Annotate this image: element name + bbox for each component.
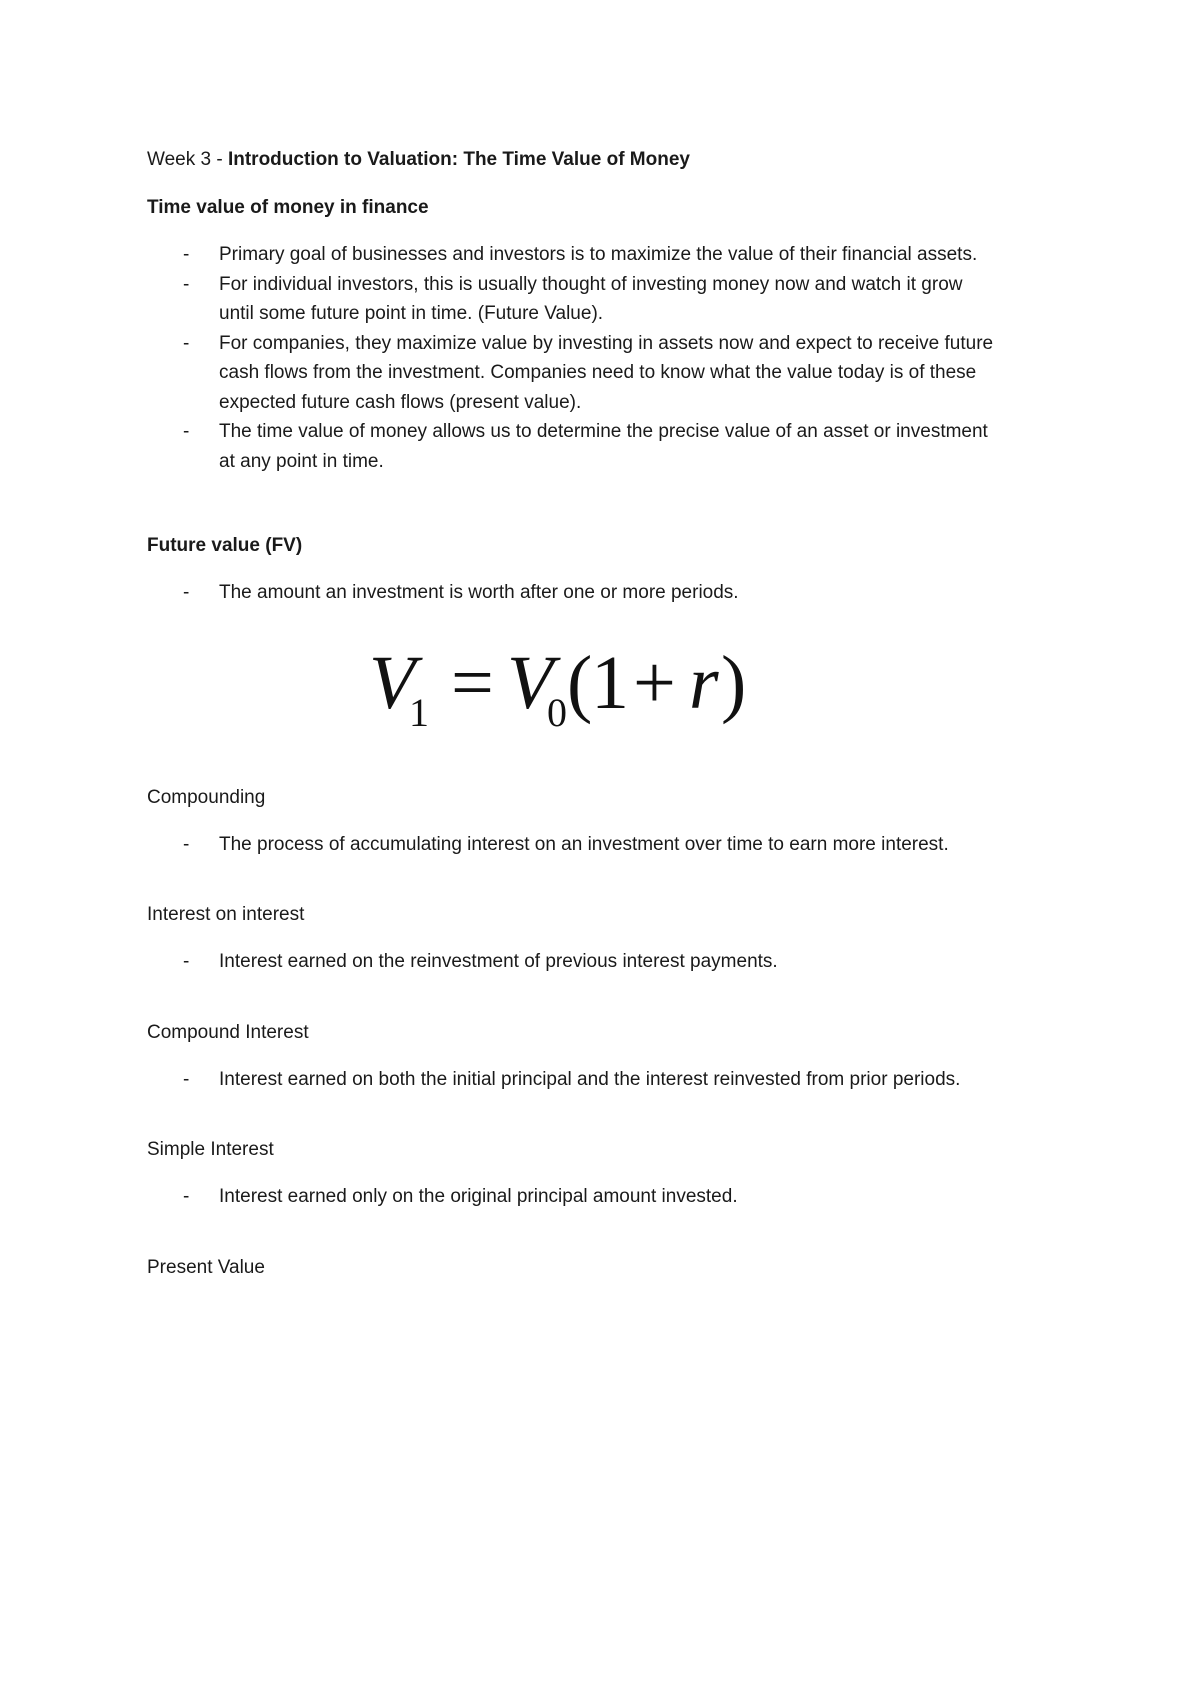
formula-one: 1 [591, 640, 629, 725]
section-heading-compounding: Compounding [147, 786, 266, 808]
section-heading-compound-interest: Compound Interest [147, 1021, 309, 1043]
compounding-list [147, 830, 1067, 860]
dash-marker: - [183, 332, 190, 354]
spacer [147, 977, 1067, 1021]
formula-svg [369, 638, 789, 738]
document-title [147, 148, 1067, 172]
list-item [147, 329, 1067, 418]
section-heading-present-value: Present Value [147, 1256, 265, 1278]
compound-interest-list [147, 1065, 1067, 1095]
dash-marker: - [183, 1186, 190, 1207]
spacer [147, 1212, 1067, 1256]
dash-marker: - [183, 951, 190, 972]
list-item [147, 417, 1067, 476]
list-item-line: Primary goal of businesses and investors is to maximize the value of their financial assets. [219, 244, 978, 265]
spacer [147, 476, 1067, 534]
title-main: Introduction to Valuation: The Time Value of Money [227, 149, 690, 170]
future-value-formula [147, 638, 1067, 748]
list-item-line: For individual investors, this is usually thought of investing money now and watch it grow [219, 273, 963, 295]
formula-equals: = [451, 640, 494, 725]
formula-lhs-sub: 1 [409, 689, 429, 735]
formula-lhs-var: V [369, 640, 416, 725]
section-heading-tvm: Time value of money in finance [147, 197, 429, 218]
list-item-line: The process of accumulating interest on an investment over time to earn more interest. [219, 833, 949, 855]
list-item [147, 578, 1067, 608]
list-item [147, 947, 1067, 977]
section-heading-interest-on-interest: Interest on interest [147, 904, 305, 925]
section-heading-simple-interest: Simple Interest [147, 1139, 274, 1160]
dash-marker: - [183, 421, 190, 442]
list-item-line: at any point in time. [219, 450, 384, 472]
list-item-line: cash flows from the investment. Companies need to know what the value today is of these [219, 362, 977, 383]
tvm-list [147, 240, 1067, 476]
list-item-line: The amount an investment is worth after one or more periods. [219, 582, 739, 603]
section-heading-fv: Future value (FV) [147, 535, 303, 556]
formula-open-paren: ( [567, 640, 593, 725]
dash-marker: - [183, 273, 190, 295]
list-item [147, 1065, 1067, 1095]
dash-marker: - [183, 244, 190, 265]
list-item-line: For companies, they maximize value by investing in assets now and expect to receive future [219, 332, 994, 354]
spacer [147, 1094, 1067, 1138]
list-item-line: expected future cash flows (present value). [219, 391, 582, 413]
list-item [147, 270, 1067, 329]
formula-rhs-sub: 0 [547, 689, 567, 735]
formula-rate: r [689, 640, 719, 725]
spacer [147, 748, 1067, 786]
list-item-line: until some future point in time. (Future Value). [219, 303, 604, 324]
list-item-line: Interest earned on both the initial principal and the interest reinvested from prior periods. [219, 1068, 961, 1090]
dash-marker: - [183, 582, 190, 603]
spacer [147, 859, 1067, 903]
document-body [147, 148, 1067, 1300]
dash-marker: - [183, 1068, 190, 1090]
fv-list [147, 578, 1067, 608]
dash-marker: - [183, 833, 190, 855]
title-prefix: Week 3 - [147, 149, 228, 170]
interest-on-interest-list [147, 947, 1067, 977]
formula-close-paren: ) [721, 640, 747, 725]
formula-rhs-var: V [507, 640, 554, 725]
list-item-line: Interest earned only on the original principal amount invested. [219, 1186, 738, 1207]
simple-interest-list [147, 1182, 1067, 1212]
list-item-line: The time value of money allows us to determine the precise value of an asset or investment [219, 421, 988, 442]
list-item [147, 240, 1067, 270]
list-item [147, 1182, 1067, 1212]
list-item [147, 830, 1067, 860]
formula-plus: + [633, 640, 676, 725]
list-item-line: Interest earned on the reinvestment of previous interest payments. [219, 951, 778, 972]
